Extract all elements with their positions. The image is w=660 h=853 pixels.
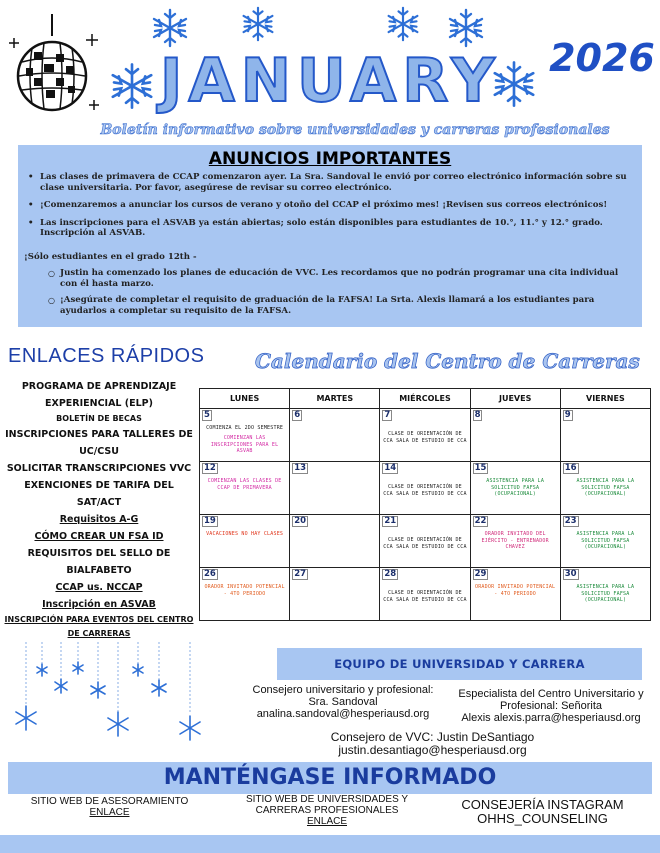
announcement-item: • Las inscripciones para el ASVAB ya están abiertas; solo están disponibles para estudiantes de 10.°, 11.° y 12.° grado. Inscripción al ASVAB.: [28, 218, 634, 239]
calendar-day-cell: [200, 568, 290, 621]
calendar-date-number: 9: [564, 410, 571, 420]
calendar-day-header: MARTES: [290, 389, 380, 409]
calendar-event: CLASE DE ORIENTACIÓN DE CCA SALA DE ESTUDIO DE CCA: [383, 537, 467, 550]
quick-link-uc-csu-workshops[interactable]: INSCRIPCIONES PARA TALLERES DE UC/CSU: [5, 429, 193, 457]
quick-link-a-g-requirements[interactable]: Requisitos A-G: [59, 514, 139, 525]
calendar-date-number: 19: [204, 516, 216, 526]
vvc-counselor-email[interactable]: justin.desantiago@hesperiausd.org: [338, 743, 527, 757]
hanging-snowflakes-icon: [6, 642, 206, 754]
team-title: EQUIPO DE UNIVERSIDAD Y CARRERA: [277, 648, 642, 680]
quick-link-career-events[interactable]: INSCRIPCIÓN PARA EVENTOS DEL CENTRO DE CARRERAS: [4, 615, 194, 638]
calendar-event: ASISTENCIA PARA LA SOLICITUD FAFSA (OCUPACIONAL): [576, 584, 635, 603]
counselor-name: Sra. Sandoval: [308, 696, 378, 708]
calendar-day-cell: [560, 515, 650, 568]
calendar-event: ORADOR INVITADO POTENCIAL - 4TO PERIODO: [475, 584, 556, 597]
career-site-link[interactable]: ENLACE: [306, 816, 347, 827]
calendar-date-number: 12: [204, 463, 216, 473]
calendar-event: ASISTENCIA PARA LA SOLICITUD FAFSA (OCUPACIONAL): [576, 478, 635, 497]
snowflake-icon: [108, 62, 156, 110]
quick-link-asvab-signup[interactable]: Inscripción en ASVAB: [42, 599, 156, 610]
snowflake-icon: [385, 6, 421, 42]
snowflake-icon: [446, 8, 486, 48]
calendar-date-number: 30: [564, 569, 577, 579]
calendar-date-number: 5: [204, 410, 210, 420]
calendar-event: COMIENZAN LAS INSCRIPCIONES PARA EL ASVAB: [210, 435, 279, 454]
disco-ball-icon: [8, 14, 104, 124]
calendar-date-number: 7: [384, 410, 391, 420]
quick-link-biliteracy-seal[interactable]: REQUISITOS DEL SELLO DE BIALFABETO: [27, 548, 171, 576]
counseling-site-label: SITIO WEB DE ASESORAMIENTO: [30, 796, 189, 807]
calendar-day-header: JUEVES: [470, 389, 560, 409]
calendar-event: ORADOR INVITADO POTENCIAL - 4TO PERIODO: [204, 584, 285, 597]
snowflake-icon: [240, 6, 276, 42]
calendar-week-row: [200, 462, 651, 515]
calendar-event: COMIENZA EL 2DO SEMESTRE: [206, 425, 284, 431]
announcements-sublist: [48, 268, 634, 322]
calendar-date-number: 8: [474, 410, 481, 420]
calendar-day-cell: [200, 515, 290, 568]
counselor-contact: [238, 684, 448, 720]
announcement-item: • Las clases de primavera de CCAP comenzaron ayer. La Sra. Sandoval le envió por correo electrónico información sobre su clase universitaria. Por favor, asegúrese de revisar su correo electrónico.: [28, 172, 634, 193]
calendar-day-header: MIÉRCOLES: [380, 389, 470, 409]
calendar-date-number: 20: [294, 516, 307, 526]
calendar-week-row: [200, 515, 651, 568]
month-title: JANUARY: [160, 46, 501, 116]
calendar-day-cell: [290, 409, 380, 462]
calendar-event: COMIENZAN LAS CLASES DE CCAP DE PRIMAVERA: [207, 478, 282, 491]
snowflake-icon: [150, 8, 190, 48]
quick-link-sat-act-waivers[interactable]: EXENCIONES DE TARIFA DEL SAT/ACT: [24, 480, 174, 508]
calendar-day-cell: [470, 462, 560, 515]
calendar-event: CLASE DE ORIENTACIÓN DE CCA SALA DE ESTUDIO DE CCA: [383, 590, 467, 603]
counselor-role: Consejero universitario y profesional:: [252, 684, 434, 696]
calendar-day-cell: [380, 515, 470, 568]
instagram-handle[interactable]: OHHS_COUNSELING: [477, 811, 608, 826]
counselor-email[interactable]: analina.sandoval@hesperiausd.org: [256, 708, 430, 720]
calendar-day-cell: [380, 568, 470, 621]
calendar-day-header: LUNES: [200, 389, 290, 409]
calendar-day-cell: [380, 462, 470, 515]
calendar-date-number: 26: [204, 569, 216, 579]
announcements-panel: [18, 145, 642, 327]
quick-link-fsa-id[interactable]: CÓMO CREAR UN FSA ID: [34, 531, 164, 542]
year-title: 2026: [549, 36, 655, 80]
calendar-event: ASISTENCIA PARA LA SOLICITUD FAFSA (OCUPACIONAL): [486, 478, 545, 497]
announcement-subitem: ○ ¡Asegúrate de completar el requisito de graduación de la FAFSA! La Srta. Alexis llamará a los estudiantes para ayudarlos a completar su requisito de la FAFSA.: [48, 295, 634, 316]
calendar-title: Calendario del Centro de Carreras: [255, 349, 640, 373]
counseling-site-link[interactable]: ENLACE: [89, 807, 130, 818]
calendar-week-row: [200, 568, 651, 621]
calendar-body: [200, 409, 651, 621]
calendar-day-cell: [290, 515, 380, 568]
career-site: [222, 794, 432, 827]
calendar-day-cell: [380, 409, 470, 462]
calendar-day-cell: [290, 568, 380, 621]
calendar-day-cell: [470, 409, 560, 462]
career-site-label: SITIO WEB DE UNIVERSIDADES Y CARRERAS PROFESIONALES: [245, 794, 409, 816]
instagram-label: CONSEJERÍA INSTAGRAM: [461, 797, 624, 812]
calendar-day-cell: [200, 409, 290, 462]
announcement-note: ¡Sólo estudiantes en el grado 12th -: [24, 252, 197, 262]
calendar-date-number: 23: [564, 516, 577, 526]
footer-bar: [0, 835, 660, 853]
calendar-day-header: VIERNES: [560, 389, 650, 409]
calendar-date-number: 21: [384, 516, 397, 526]
calendar-date-number: 13: [294, 463, 307, 473]
calendar-event: ORADOR INVITADO DEL EJÉRCITO - ENTRENADOR CHAVEZ: [481, 531, 549, 550]
calendar-date-number: 6: [294, 410, 301, 420]
calendar-event: CLASE DE ORIENTACIÓN DE CCA SALA DE ESTUDIO DE CCA: [383, 484, 467, 497]
instagram-info: [440, 798, 645, 826]
counseling-site: [22, 796, 197, 818]
announcement-item: • ¡Comenzaremos a anunciar los cursos de verano y otoño del CCAP el próximo mes! ¡Revisen sus correos electrónicos!: [28, 200, 634, 211]
vvc-counselor-role: Consejero de VVC: Justin DeSantiago: [330, 730, 535, 744]
quick-link-scholarship-bulletin[interactable]: BOLETÍN DE BECAS: [56, 414, 142, 423]
calendar-day-cell: [560, 462, 650, 515]
calendar-day-cell: [200, 462, 290, 515]
calendar-date-number: 27: [294, 569, 307, 579]
stay-informed-title: MANTÉNGASE INFORMADO: [8, 762, 652, 794]
calendar-day-cell: [290, 462, 380, 515]
calendar-event: VACACIONES NO HAY CLASES: [206, 531, 284, 537]
calendar-table: [199, 388, 651, 621]
vvc-counselor-contact: [300, 731, 565, 757]
calendar-day-cell: [470, 515, 560, 568]
specialist-role: Especialista del Centro Universitario y Profesional: Señorita: [458, 688, 644, 712]
calendar-event: ASISTENCIA PARA LA SOLICITUD FAFSA (OCUPACIONAL): [576, 531, 635, 550]
calendar-day-cell: [560, 409, 650, 462]
calendar-week-row: [200, 409, 651, 462]
newsletter-subtitle: Boletín informativo sobre universidades y carreras profesionales: [100, 122, 610, 138]
calendar-date-number: 22: [474, 516, 487, 526]
calendar-date-number: 15: [474, 463, 487, 473]
calendar-date-number: 29: [474, 569, 487, 579]
quick-link-elp[interactable]: PROGRAMA DE APRENDIZAJE EXPERIENCIAL (ELP): [21, 381, 177, 409]
specialist-email[interactable]: Alexis alexis.parra@hesperiausd.org: [461, 712, 641, 724]
quick-link-ccap-nccap[interactable]: CCAP us. NCCAP: [55, 582, 143, 593]
quick-links-list: [4, 378, 194, 641]
announcement-subitem: ○ Justin ha comenzado los planes de educación de VVC. Les recordamos que no podrán programar una cita individual con él hasta marzo.: [48, 268, 634, 289]
calendar-date-number: 16: [564, 463, 577, 473]
announcements-list: [28, 172, 634, 246]
calendar-day-cell: [560, 568, 650, 621]
calendar-day-cell: [470, 568, 560, 621]
quick-link-vvc-transcripts[interactable]: SOLICITAR TRANSCRIPCIONES VVC: [6, 463, 192, 474]
calendar-date-number: 28: [384, 569, 397, 579]
specialist-contact: [446, 688, 656, 724]
calendar-event: CLASE DE ORIENTACIÓN DE CCA SALA DE ESTUDIO DE CCA: [383, 431, 467, 444]
calendar-date-number: 14: [384, 463, 397, 473]
quick-links-title: ENLACES RÁPIDOS: [8, 345, 205, 367]
announcements-title: ANUNCIOS IMPORTANTES: [208, 149, 452, 169]
